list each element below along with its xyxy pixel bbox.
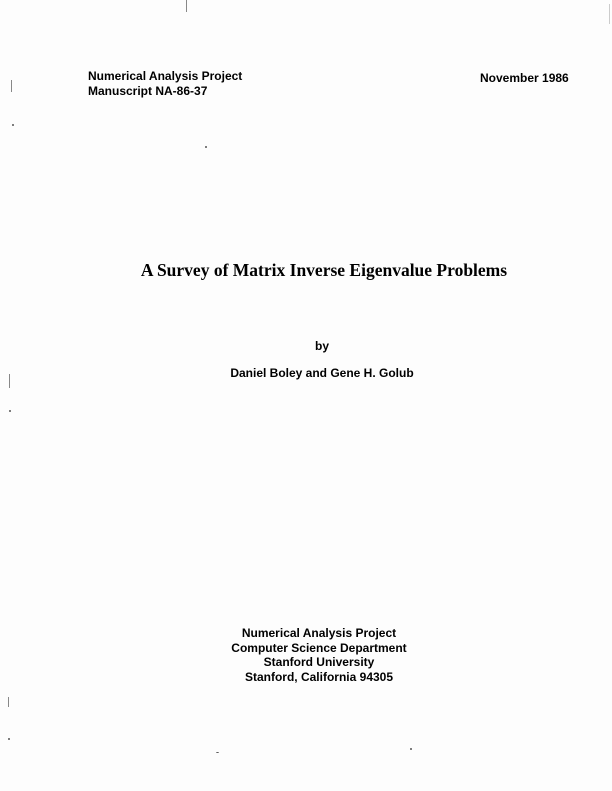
scan-speck [9, 410, 11, 412]
report-header [88, 69, 242, 99]
scan-speck [8, 738, 10, 740]
affiliation-line-2: Computer Science Department [231, 640, 407, 655]
scan-mark [9, 374, 10, 388]
project-name: Numerical Analysis Project [88, 69, 243, 83]
byline: by [314, 339, 329, 353]
scan-mark [11, 80, 12, 92]
affiliation-block [0, 626, 612, 684]
scan-speck [12, 124, 14, 126]
scan-speck [216, 752, 219, 753]
scan-mark [609, 4, 610, 24]
affiliation-line-4: Stanford, California 94305 [244, 669, 394, 684]
affiliation-line-3: Stanford University [263, 655, 375, 669]
scan-speck [205, 146, 207, 148]
scan-mark [186, 0, 187, 12]
report-date: November 1986 [480, 71, 569, 85]
manuscript-number: Manuscript NA-86-37 [88, 84, 208, 98]
document-title: A Survey of Matrix Inverse Eigenvalue Problems [140, 260, 508, 280]
authors: Daniel Boley and Gene H. Golub [230, 366, 414, 380]
scan-speck [410, 748, 412, 750]
affiliation-line-1: Numerical Analysis Project [241, 626, 397, 640]
scan-mark [8, 697, 9, 707]
